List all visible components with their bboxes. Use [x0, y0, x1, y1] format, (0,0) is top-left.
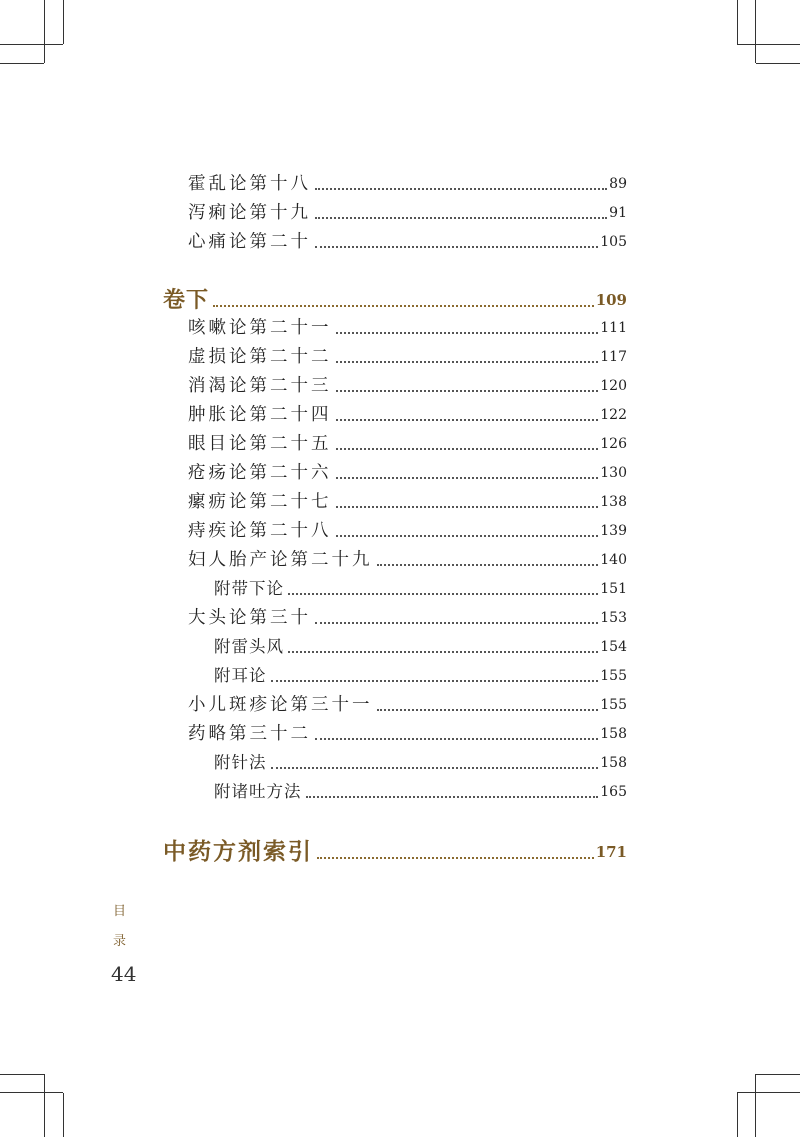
toc-entry-page: 139 [600, 523, 627, 539]
toc-entry-title: 附诸吐方法 [214, 782, 302, 801]
toc-subentry[interactable] [214, 780, 627, 804]
leader-dots [336, 448, 599, 450]
toc-entry-page: 155 [600, 697, 627, 713]
toc-entry-page: 165 [600, 784, 627, 800]
leader-dots [315, 246, 598, 248]
toc-index-heading[interactable] [163, 837, 627, 867]
toc-entry-page: 153 [600, 610, 627, 626]
toc-entry-page: 122 [600, 407, 627, 423]
page-number: 44 [111, 962, 137, 986]
toc-entry-title: 疮疡论第二十六 [188, 463, 332, 483]
leader-dots [288, 651, 598, 653]
leader-dots [336, 535, 599, 537]
toc-entry-title: 小儿斑疹论第三十一 [188, 695, 373, 715]
toc-entry-page: 130 [600, 465, 627, 481]
toc-entry-title: 大头论第三十 [188, 608, 311, 628]
leader-dots [315, 622, 598, 624]
leader-dots [336, 332, 599, 334]
toc-entry-page: 126 [600, 436, 627, 452]
leader-dots [336, 506, 599, 508]
toc-entry-page: 138 [600, 494, 627, 510]
side-label-mu: 目 [113, 904, 127, 919]
toc-entry[interactable] [188, 606, 627, 630]
toc-entry-title: 瘰疬论第二十七 [188, 492, 332, 512]
leader-dots [336, 419, 599, 421]
toc-subentry[interactable] [214, 577, 627, 601]
leader-dots [315, 738, 598, 740]
toc-entry[interactable] [188, 230, 627, 254]
toc-entry-title: 附耳论 [214, 666, 267, 685]
toc-entry-title: 附针法 [214, 753, 267, 772]
toc-entry-title: 妇人胎产论第二十九 [188, 550, 373, 570]
toc-entry-title: 咳嗽论第二十一 [188, 318, 332, 338]
leader-dots [336, 390, 599, 392]
toc-entry[interactable] [188, 461, 627, 485]
toc-entry-page: 89 [609, 176, 627, 192]
leader-dots [336, 477, 599, 479]
leader-dots [315, 188, 607, 190]
toc-entry-title: 药略第三十二 [188, 724, 311, 744]
toc-volume-heading[interactable] [163, 285, 627, 315]
toc-entry-page: 158 [600, 726, 627, 742]
toc-entry[interactable] [188, 374, 627, 398]
toc-entry-page: 140 [600, 552, 627, 568]
toc-volume-page: 109 [595, 291, 627, 309]
leader-dots [317, 857, 594, 859]
toc-entry-page: 155 [600, 668, 627, 684]
leader-dots [377, 709, 599, 711]
toc-entry-title: 虚损论第二十二 [188, 347, 332, 367]
toc-entry[interactable] [188, 548, 627, 572]
toc-index-page: 171 [595, 843, 627, 861]
toc-entry-title: 泻痢论第十九 [188, 203, 311, 223]
toc-entry-page: 151 [600, 581, 627, 597]
toc-entry-title: 眼目论第二十五 [188, 434, 332, 454]
side-label-lu: 录 [113, 934, 127, 949]
toc-entry-title: 心痛论第二十 [188, 232, 311, 252]
toc-subentry[interactable] [214, 751, 627, 775]
toc-entry-title: 霍乱论第十八 [188, 174, 311, 194]
toc-volume-title: 卷下 [163, 287, 210, 313]
leader-dots [288, 593, 598, 595]
leader-dots [306, 796, 599, 798]
toc-subentry[interactable] [214, 635, 627, 659]
leader-dots [315, 217, 607, 219]
toc-entry-page: 91 [609, 205, 627, 221]
toc-entry[interactable] [188, 490, 627, 514]
toc-entry[interactable] [188, 519, 627, 543]
toc-entry-title: 消渴论第二十三 [188, 376, 332, 396]
toc-entry-page: 117 [600, 349, 627, 365]
toc-entry[interactable] [188, 403, 627, 427]
leader-dots [336, 361, 599, 363]
toc-entry-page: 158 [600, 755, 627, 771]
toc-entry-title: 附带下论 [214, 579, 284, 598]
leader-dots [271, 680, 599, 682]
toc-entry[interactable] [188, 201, 627, 225]
toc-entry[interactable] [188, 722, 627, 746]
leader-dots [377, 564, 599, 566]
toc-entry[interactable] [188, 693, 627, 717]
toc-entry-page: 120 [600, 378, 627, 394]
toc-entry-title: 肿胀论第二十四 [188, 405, 332, 425]
toc-entry[interactable] [188, 316, 627, 340]
leader-dots [213, 305, 594, 307]
toc-entry-page: 111 [600, 320, 627, 336]
toc-entry[interactable] [188, 432, 627, 456]
leader-dots [271, 767, 599, 769]
toc-entry-page: 154 [600, 639, 627, 655]
toc-entry[interactable] [188, 345, 627, 369]
toc-entry-title: 痔疾论第二十八 [188, 521, 332, 541]
toc-entry-title: 附雷头风 [214, 637, 284, 656]
toc-entry-page: 105 [600, 234, 627, 250]
toc-subentry[interactable] [214, 664, 627, 688]
toc-entry[interactable] [188, 172, 627, 196]
toc-index-title: 中药方剂索引 [163, 838, 313, 865]
